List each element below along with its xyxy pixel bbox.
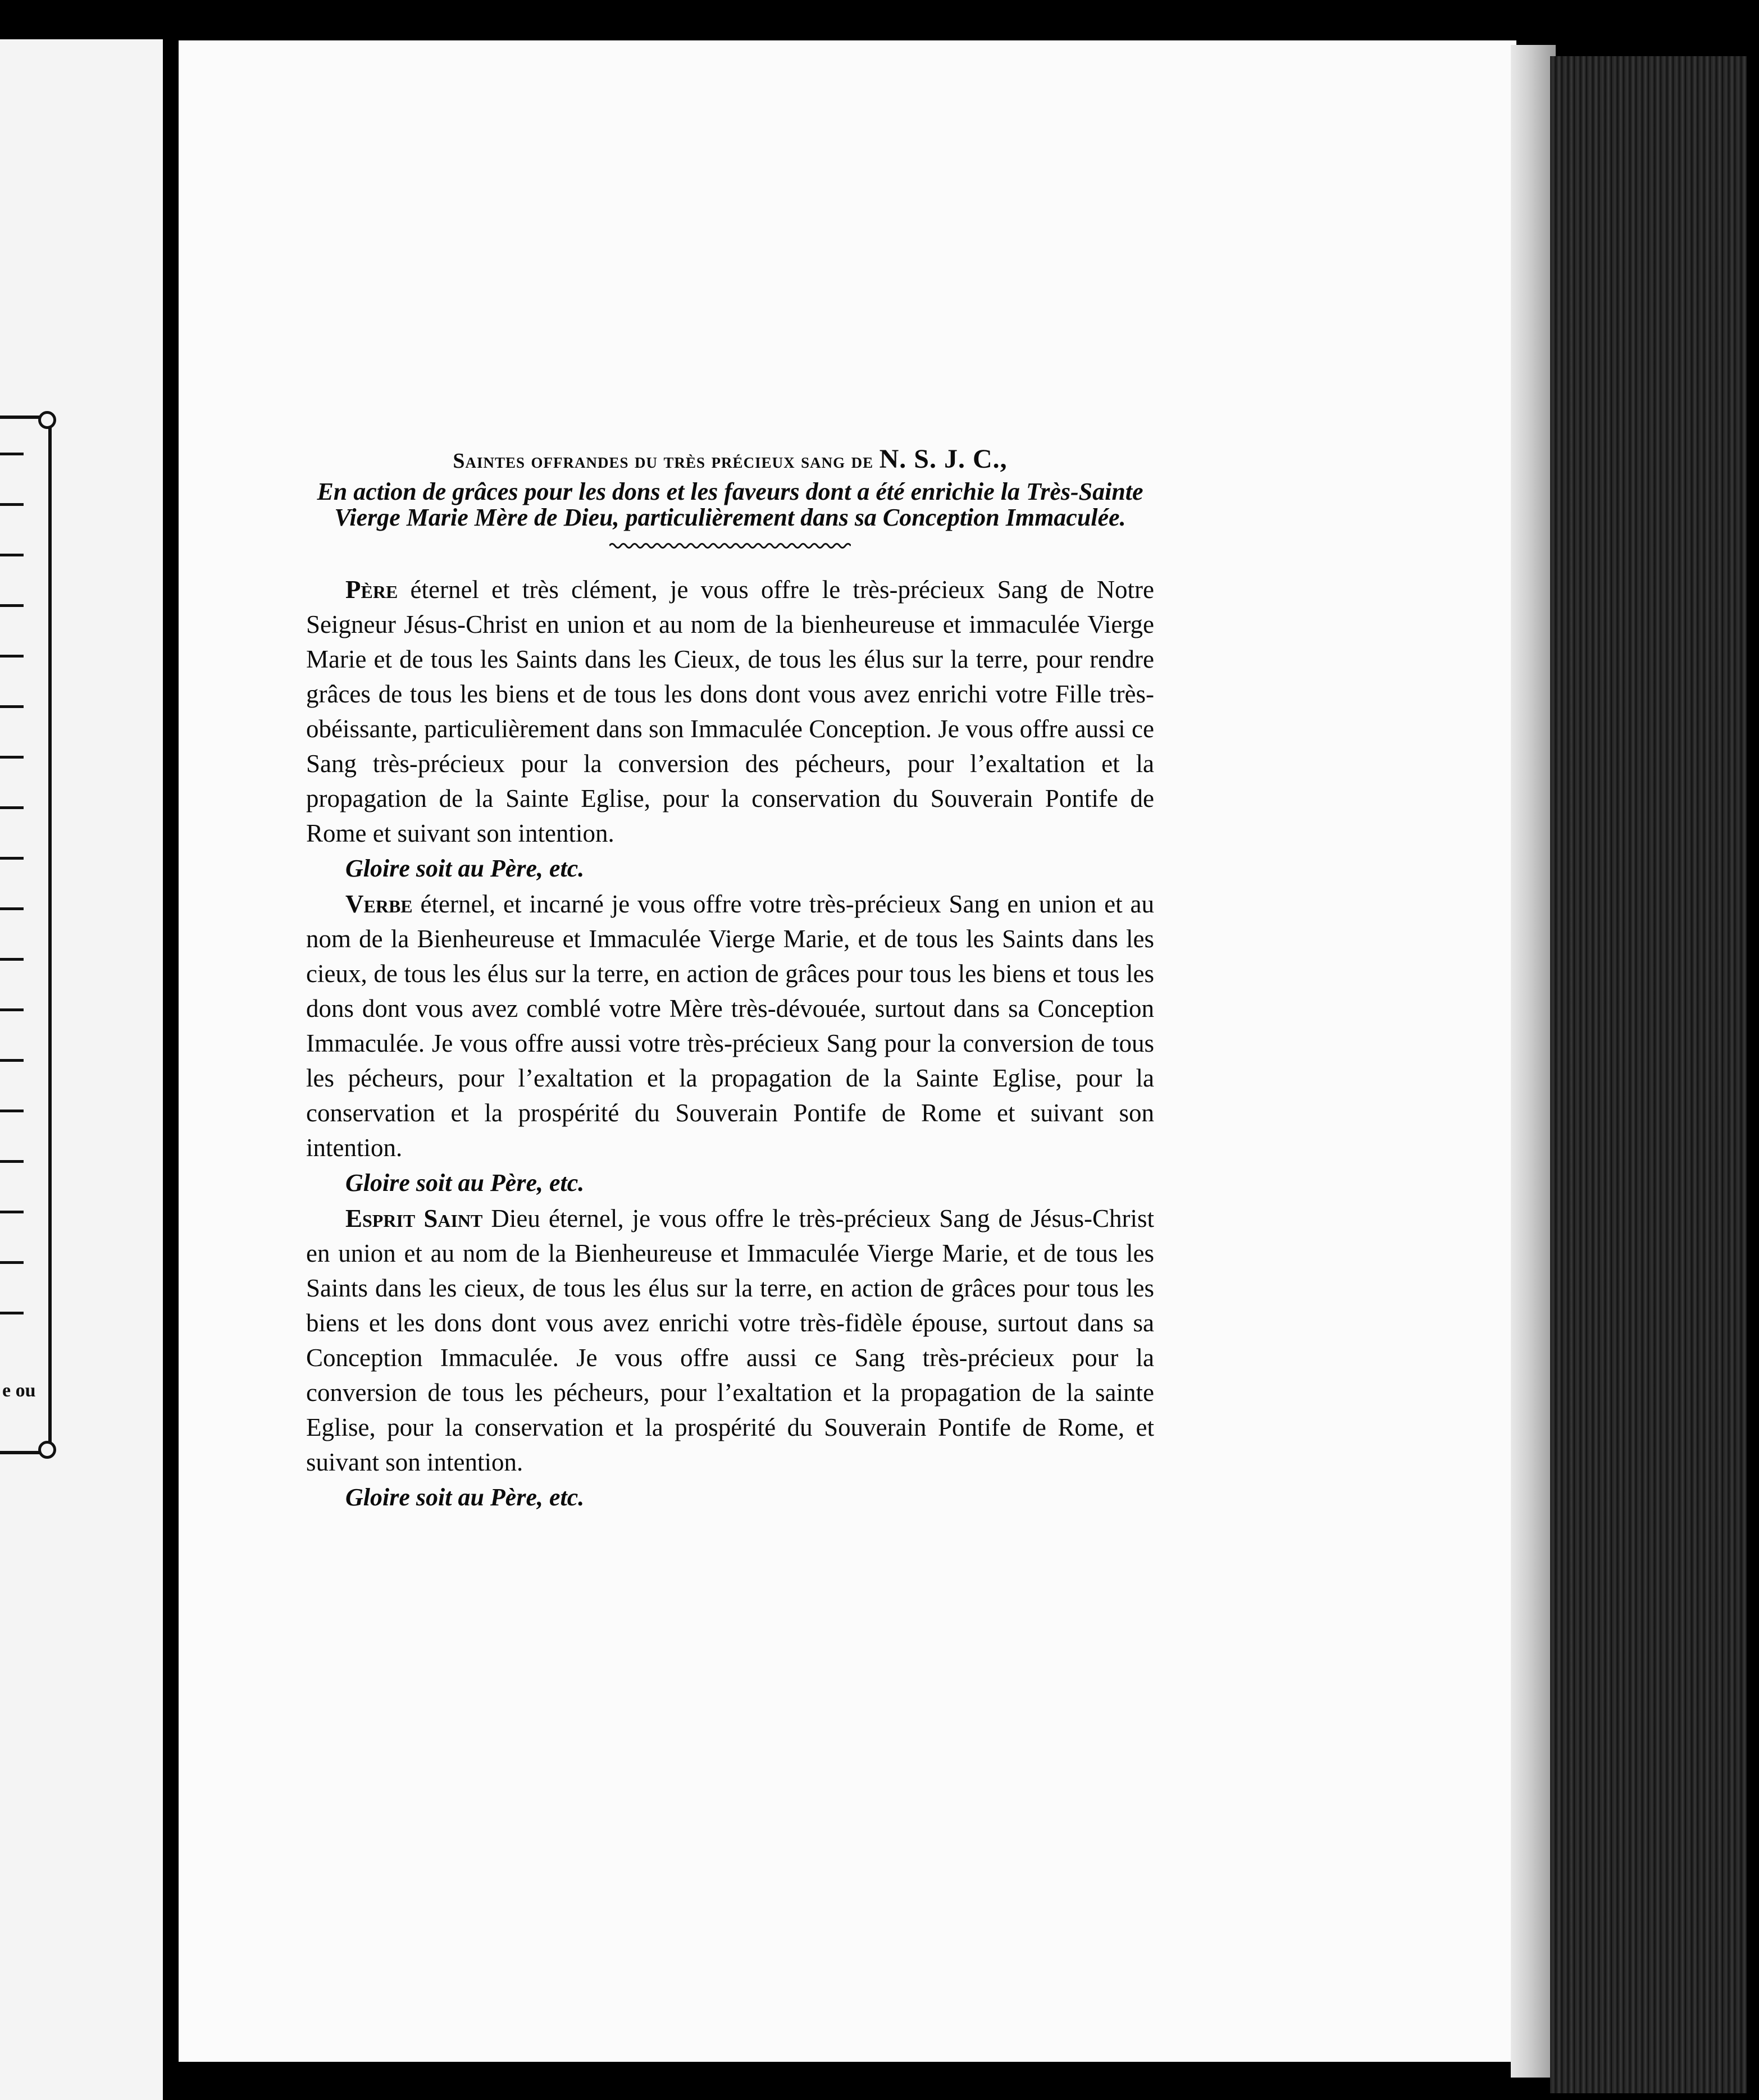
title-lead: Saintes offrandes du très précieux sang de [453,449,874,473]
frame-rule [0,1312,24,1314]
frame-rule [0,705,24,708]
page-title [306,444,1154,474]
subtitle-line-1: En action de grâces pour les dons et les faveurs dont a été enrichie la Très-Sainte [317,478,1143,505]
frame-corner-ornament [38,411,56,429]
frame-rule [0,604,24,607]
frame-rule [0,503,24,506]
paragraph-esprit-saint [306,1201,1154,1480]
frame-rule [0,907,24,910]
book-fore-edge [1550,56,1747,2093]
frame-rule [0,655,24,658]
frame-rule [0,806,24,809]
gloire-line: Gloire soit au Père, etc. [345,1483,585,1511]
frame-rule [0,857,24,860]
left-page-fragment [0,39,163,2100]
frame-rule [0,1160,24,1163]
frame-rule [0,453,24,455]
frame-rule [0,756,24,759]
paragraph-lead-word: Verbe [345,890,413,918]
subtitle-line-2: Vierge Marie Mère de Dieu, particulièrement dans sa Conception Immaculée. [334,504,1126,531]
paragraph-lead-word: Esprit Saint [345,1204,483,1232]
page-edge-shadow [1511,45,1556,2078]
frame-corner-ornament [38,1441,56,1459]
paragraph-pere [306,572,1154,851]
paragraph-body: éternel et très clément, je vous offre le très-précieux Sang de Notre Seigneur Jésus-Christ en union et au nom de la bienheureuse et immaculée Vierge Marie et de tous les Saints dans les Cieux, de tous les élus sur la terre, pour rendre grâces de tous les biens et de tous les dons dont vous avez enrichi votre Fille très-obéissante, particulièrement dans son Immaculée Conception. Je vous offre aussi ce Sang très-précieux pour la conversion des pécheurs, pour l’exaltation et la propagation de la Sainte Eglise, pour la conservation du Souverain Pontife de Rome et suivant son intention. [306,576,1154,847]
frame-rule [0,1059,24,1062]
frame-rule [0,554,24,556]
paragraph-body: éternel, et incarné je vous offre votre très-précieux Sang en union et au nom de la Bienheureuse et Immaculée Vierge Marie, et de tous les Saints dans les cieux, de tous les élus sur la terre, en action de grâces pour tous les biens et tous les dons dont vous avez comblé votre Mère très-dévouée, surtout dans sa Conception Immaculée. Je vous offre aussi votre très-précieux Sang pour la conversion de tous les pécheurs, pour l’exaltation et la propagation de la Sainte Eglise, pour la conservation et la prospérité du Souverain Pontife de Rome et suivant son intention. [306,890,1154,1162]
book-gutter [164,34,179,2100]
frame-rule [0,958,24,961]
gloire-line: Gloire soit au Père, etc. [345,1169,585,1197]
text-block [306,444,1154,1515]
frame-rule [0,1211,24,1213]
paragraph-verbe [306,887,1154,1165]
frame-rule [0,1110,24,1112]
left-page-border-frame [0,416,52,1454]
left-page-text-fragment: e ou [2,1380,36,1401]
paragraph-body: Dieu éternel, je vous offre le très-précieux Sang de Jésus-Christ en union et au nom de la Bienheureuse et Immaculée Vierge Marie, et de tous les Saints dans les cieux, de tous les élus sur la terre, en action de grâces pour tous les biens et les dons dont vous avez enrichi votre très-fidèle épouse, surtout dans sa Conception Immaculée. Je vous offre aussi ce Sang très-précieux pour la conversion de tous les pécheurs, pour l’exaltation et la propagation de la sainte Eglise, pour la conservation et la prospérité du Souverain Pontife de Rome, et suivant son intention. [306,1204,1154,1476]
title-abbrev: N. S. J. C., [879,444,1008,474]
gloire-line: Gloire soit au Père, etc. [345,855,585,882]
paragraph-lead-word: Père [345,576,398,604]
frame-rule [0,1008,24,1011]
frame-rule [0,1261,24,1264]
wavy-divider [609,542,851,550]
